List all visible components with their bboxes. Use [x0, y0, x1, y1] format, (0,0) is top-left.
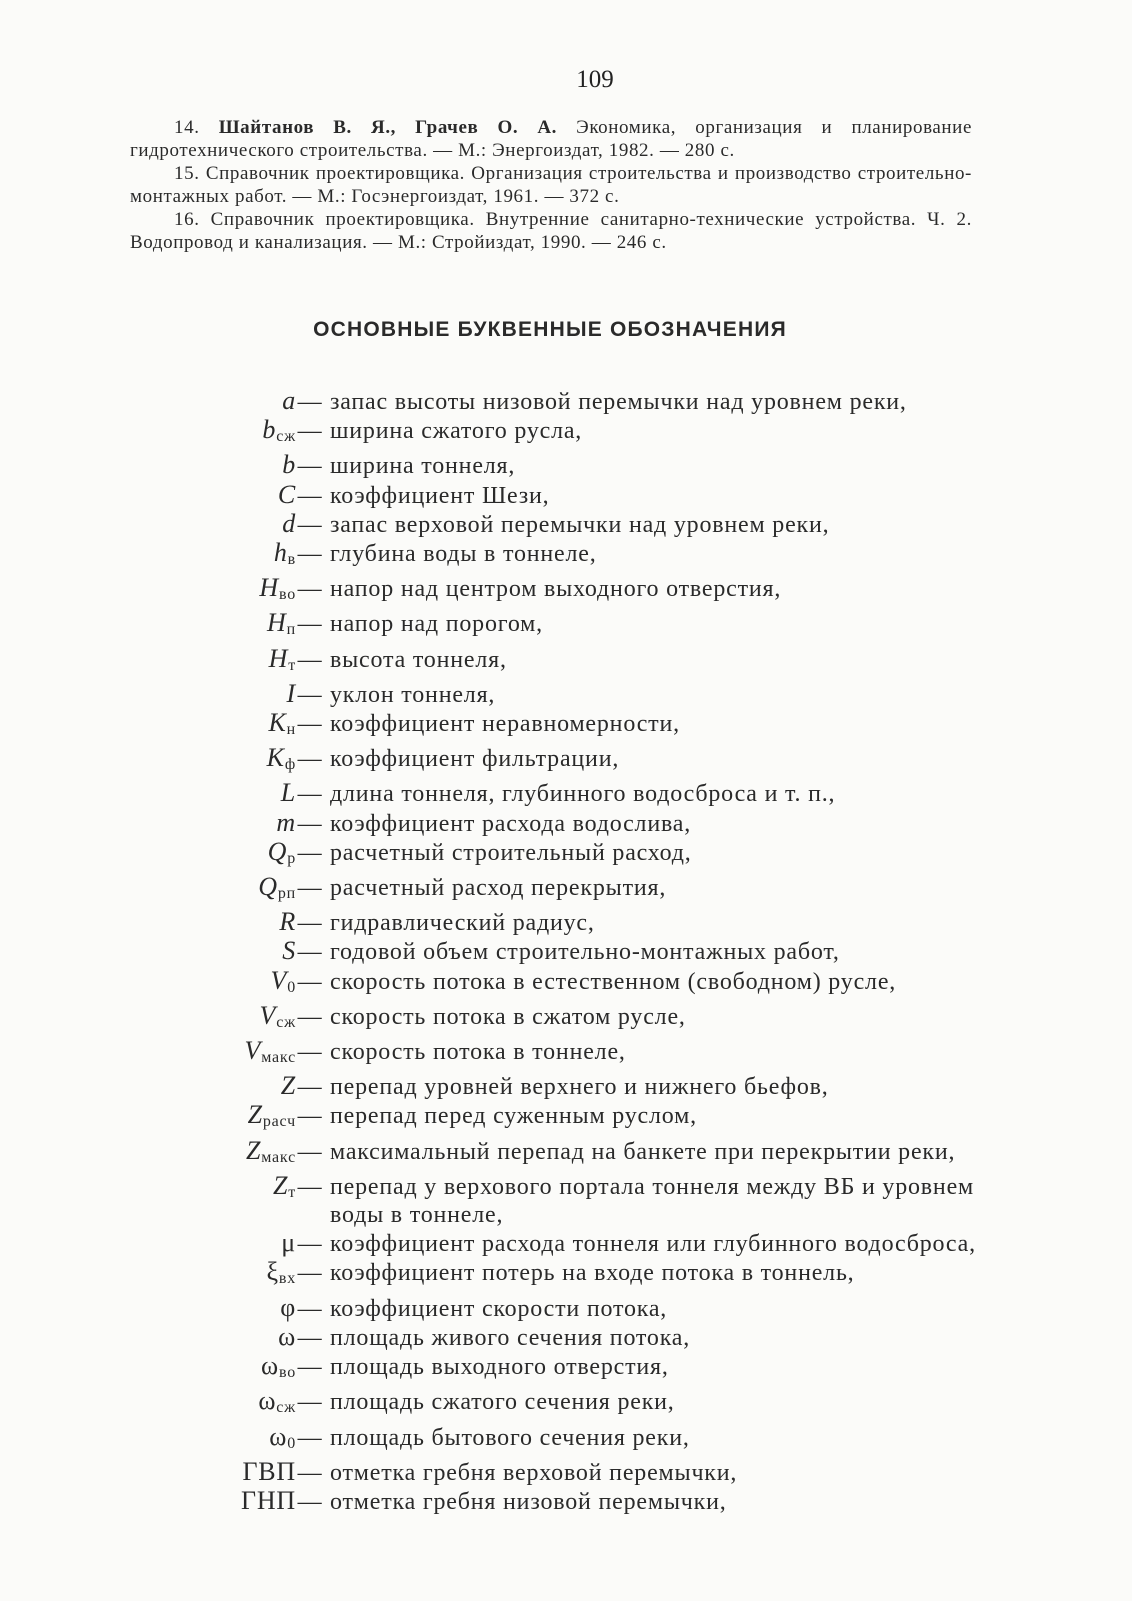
symbol-base: Q [258, 872, 278, 902]
symbol-dash: — [297, 711, 323, 738]
symbol-base: Z [245, 1135, 262, 1165]
symbol-description: напор над порогом, [330, 611, 543, 638]
symbol-notation [160, 416, 296, 451]
symbol-notation [160, 609, 296, 644]
symbol-row [160, 387, 980, 416]
symbol-dash: — [297, 810, 323, 837]
symbol-notation [160, 1323, 296, 1351]
symbol-description: запас верховой перемычки над уровнем реки, [330, 511, 830, 538]
symbol-notation [160, 838, 296, 873]
reference-item [130, 162, 972, 208]
symbol-row [160, 680, 980, 709]
symbol-base: a [282, 386, 296, 415]
section-title: ОСНОВНЫЕ БУКВЕННЫЕ ОБОЗНАЧЕНИЯ [313, 318, 787, 341]
symbol-notation [160, 1387, 296, 1422]
symbol-base: H [268, 643, 289, 673]
symbol-row [160, 645, 980, 680]
symbol-subscript: сж [276, 1013, 296, 1031]
symbol-row [160, 574, 980, 609]
symbol-dash: — [297, 746, 323, 773]
symbol-dash: — [297, 453, 323, 480]
symbol-subscript: сж [276, 1399, 296, 1417]
symbol-notation [160, 1137, 296, 1172]
symbol-base: μ [281, 1228, 296, 1258]
symbol-dash: — [297, 1231, 323, 1258]
symbol-description: гидравлический радиус, [330, 910, 595, 937]
symbol-description: перепад у верхового портала тоннеля между ВБ и уровнем воды в тоннеле, [330, 1173, 975, 1229]
symbol-subscript: н [286, 721, 296, 739]
symbol-notation [160, 809, 296, 837]
reference-text: Справочник проектировщика. Внутренние санитарно-технические устройства. Ч. 2. Водопровод и канализация. — М.: Стройиздат, 1990. — 246 с. [130, 209, 972, 253]
symbol-description: коэффициент неравномерности, [330, 711, 680, 738]
symbol-dash: — [297, 1354, 323, 1381]
symbol-base: K [266, 743, 285, 773]
symbol-notation [160, 1487, 296, 1515]
symbol-row [160, 809, 980, 838]
symbol-notation [160, 1423, 296, 1458]
reference-item [130, 116, 972, 162]
symbol-subscript: т [288, 656, 296, 674]
symbol-notation [160, 1294, 296, 1322]
symbol-subscript: п [286, 621, 296, 639]
symbol-row [160, 1294, 980, 1323]
symbol-row [160, 609, 980, 644]
symbol-base: ГВП [242, 1456, 296, 1486]
symbol-notation [160, 967, 296, 1002]
symbol-subscript: р [287, 849, 296, 867]
symbol-description: коэффициент фильтрации, [330, 746, 620, 773]
symbol-description: площадь бытового сечения реки, [330, 1424, 690, 1451]
symbol-notation [160, 510, 296, 538]
symbol-row [160, 937, 980, 966]
symbol-description: перепад уровней верхнего и нижнего бьефов, [330, 1074, 829, 1101]
symbol-dash: — [297, 1324, 323, 1351]
symbol-base: d [282, 508, 296, 538]
symbol-base: b [282, 450, 296, 480]
symbol-notation [160, 709, 296, 744]
symbol-row [160, 1423, 980, 1458]
symbol-base: R [279, 907, 296, 937]
reference-number: 15. [174, 163, 200, 184]
symbol-dash: — [297, 541, 323, 568]
symbol-notation [160, 779, 296, 807]
symbol-dash: — [297, 1003, 323, 1030]
symbol-row [160, 451, 980, 480]
symbol-row [160, 416, 980, 451]
symbol-dash: — [297, 939, 323, 966]
symbol-dash: — [297, 646, 323, 673]
symbol-base: V [259, 1000, 277, 1030]
symbol-base: ξ [266, 1257, 279, 1287]
symbol-base: V [270, 965, 288, 995]
symbol-row [160, 1458, 980, 1487]
symbol-subscript: макс [261, 1148, 296, 1166]
symbol-dash: — [297, 1074, 323, 1101]
symbol-row [160, 744, 980, 779]
symbol-base: Q [267, 836, 288, 866]
symbol-dash: — [297, 576, 323, 603]
symbol-dash: — [297, 681, 323, 708]
symbol-notation [160, 908, 296, 936]
symbol-base: m [276, 807, 296, 837]
symbol-notation [160, 873, 296, 908]
symbol-dash: — [297, 611, 323, 638]
symbol-base: ГНП [241, 1485, 296, 1515]
symbol-description: расчетный расход перекрытия, [330, 875, 667, 902]
symbol-base: b [262, 415, 277, 445]
symbol-description: отметка гребня верховой перемычки, [330, 1459, 738, 1486]
symbol-base: ω [278, 1321, 296, 1351]
symbol-notation [160, 451, 296, 479]
symbol-dash: — [297, 1039, 323, 1066]
symbol-description: длина тоннеля, глубинного водосброса и т. п., [330, 781, 836, 808]
symbol-description: коэффициент потерь на входе потока в тоннель, [330, 1260, 855, 1287]
symbol-subscript: во [278, 1364, 296, 1382]
symbol-row [160, 1258, 980, 1293]
symbol-description: годовой объем строительно-монтажных работ, [330, 939, 840, 966]
symbol-notation [160, 744, 296, 779]
symbol-description: ширина тоннеля, [330, 453, 516, 480]
symbol-dash: — [297, 1488, 323, 1515]
symbol-row [160, 510, 980, 539]
symbol-notation [160, 1229, 296, 1257]
symbol-notation [160, 481, 296, 509]
symbol-description: расчетный строительный расход, [330, 839, 692, 866]
reference-text: Экономика, организация и планирование гидротехнического строительства. — М.: Энергоиздат, 1982. — 280 с. [130, 117, 972, 161]
symbol-description: скорость потока в сжатом русле, [330, 1003, 686, 1030]
symbol-subscript: во [278, 586, 296, 604]
symbol-row [160, 1229, 980, 1258]
symbol-description: глубина воды в тоннеле, [330, 541, 597, 568]
symbol-notation [160, 680, 296, 708]
symbol-row [160, 1002, 980, 1037]
symbol-description: коэффициент расхода водослива, [330, 810, 692, 837]
symbol-base: L [280, 778, 296, 808]
symbol-dash: — [297, 1389, 323, 1416]
symbol-base: ω [258, 1386, 277, 1416]
symbol-row [160, 1072, 980, 1101]
symbol-base: Z [272, 1170, 289, 1200]
symbol-subscript: сж [276, 428, 296, 446]
symbol-notation [160, 539, 296, 574]
symbol-description: ширина сжатого русла, [330, 418, 583, 445]
symbol-base: ω [269, 1421, 288, 1451]
reference-list [130, 116, 972, 254]
symbol-description: запас высоты низовой перемычки над уровнем реки, [330, 389, 907, 415]
symbol-base: K [268, 708, 287, 738]
symbol-description: перепад перед суженным руслом, [330, 1103, 697, 1130]
symbol-base: Z [280, 1071, 296, 1101]
symbol-description: высота тоннеля, [330, 646, 507, 673]
symbol-description: площадь живого сечения потока, [330, 1324, 691, 1351]
symbol-row [160, 481, 980, 510]
symbol-dash: — [297, 1173, 323, 1200]
symbol-dash: — [297, 482, 323, 509]
reference-item [130, 208, 972, 254]
symbol-subscript: 0 [287, 1434, 296, 1452]
symbol-row [160, 967, 980, 1002]
symbol-subscript: 0 [287, 978, 296, 996]
symbol-dash: — [297, 968, 323, 995]
symbol-row [160, 908, 980, 937]
symbol-dash: — [297, 910, 323, 937]
symbol-dash: — [297, 1103, 323, 1130]
reference-number: 16. [174, 209, 200, 230]
symbol-notation [160, 1258, 296, 1293]
symbol-subscript: рп [277, 885, 296, 903]
symbol-notation [160, 574, 296, 609]
symbol-row [160, 709, 980, 744]
symbol-subscript: ф [284, 756, 296, 774]
symbol-list [160, 387, 980, 1516]
symbol-dash: — [297, 875, 323, 902]
reference-authors: Шайтанов В. Я., Грачев О. А. [218, 117, 558, 138]
symbol-dash: — [297, 1459, 323, 1486]
symbol-description: максимальный перепад на банкете при перекрытии реки, [330, 1138, 956, 1165]
symbol-subscript: в [287, 551, 296, 569]
symbol-base: I [286, 678, 296, 708]
symbol-description: отметка гребня низовой перемычки, [330, 1488, 727, 1515]
symbol-notation [160, 1072, 296, 1100]
symbol-notation [160, 1458, 296, 1486]
symbol-base: φ [280, 1292, 296, 1322]
symbol-row [160, 1037, 980, 1072]
reference-text: Справочник проектировщика. Организация строительства и производство строительно-монтажных работ. — М.: Госэнергоиздат, 1961. — 372 с. [130, 163, 972, 207]
symbol-description: коэффициент скорости потока, [330, 1295, 668, 1322]
symbol-base: C [277, 479, 296, 509]
symbol-notation [160, 937, 296, 965]
symbol-row [160, 779, 980, 808]
symbol-dash: — [297, 1295, 323, 1322]
symbol-row [160, 1487, 980, 1516]
page-number: 109 [576, 66, 614, 93]
reference-number: 14. [174, 117, 200, 138]
symbol-dash: — [297, 1424, 323, 1451]
symbol-base: Z [247, 1100, 263, 1130]
symbol-notation [160, 1352, 296, 1387]
symbol-base: S [282, 936, 296, 966]
symbol-row [160, 1352, 980, 1387]
symbol-description: напор над центром выходного отверстия, [330, 576, 782, 603]
symbol-row [160, 1137, 980, 1172]
symbol-dash: — [297, 418, 323, 445]
symbol-row [160, 1323, 980, 1352]
symbol-description: уклон тоннеля, [330, 681, 496, 708]
symbol-row [160, 1172, 980, 1229]
symbol-row [160, 539, 980, 574]
symbol-description: скорость потока в естественном (свободном) русле, [330, 968, 897, 995]
symbol-notation [160, 1002, 296, 1037]
symbol-subscript: макс [261, 1049, 296, 1067]
symbol-notation [160, 1172, 296, 1207]
symbol-notation [160, 1101, 296, 1136]
symbol-subscript: вх [278, 1270, 296, 1288]
symbol-dash: — [297, 1138, 323, 1165]
symbol-base: H [267, 608, 287, 638]
symbol-notation [160, 1037, 296, 1072]
symbol-subscript: расч [262, 1113, 296, 1131]
symbol-description: скорость потока в тоннеле, [330, 1039, 626, 1066]
symbol-base: V [244, 1036, 262, 1066]
symbol-row [160, 1101, 980, 1136]
symbol-dash: — [297, 839, 323, 866]
symbol-base: H [259, 573, 279, 603]
symbol-notation [160, 387, 296, 415]
symbol-description: коэффициент Шези, [330, 482, 550, 509]
symbol-row [160, 1387, 980, 1422]
symbol-dash: — [297, 389, 323, 415]
symbol-row [160, 873, 980, 908]
symbol-base: h [273, 538, 288, 568]
symbol-base: ω [261, 1351, 279, 1381]
symbol-dash: — [297, 1260, 323, 1287]
symbol-description: площадь выходного отверстия, [330, 1354, 669, 1381]
symbol-dash: — [297, 781, 323, 808]
symbol-notation [160, 645, 296, 680]
symbol-description: площадь сжатого сечения реки, [330, 1389, 675, 1416]
symbol-description: коэффициент расхода тоннеля или глубинного водосброса, [330, 1231, 976, 1258]
symbol-row [160, 838, 980, 873]
symbol-dash: — [297, 511, 323, 538]
symbol-subscript: т [288, 1183, 296, 1201]
